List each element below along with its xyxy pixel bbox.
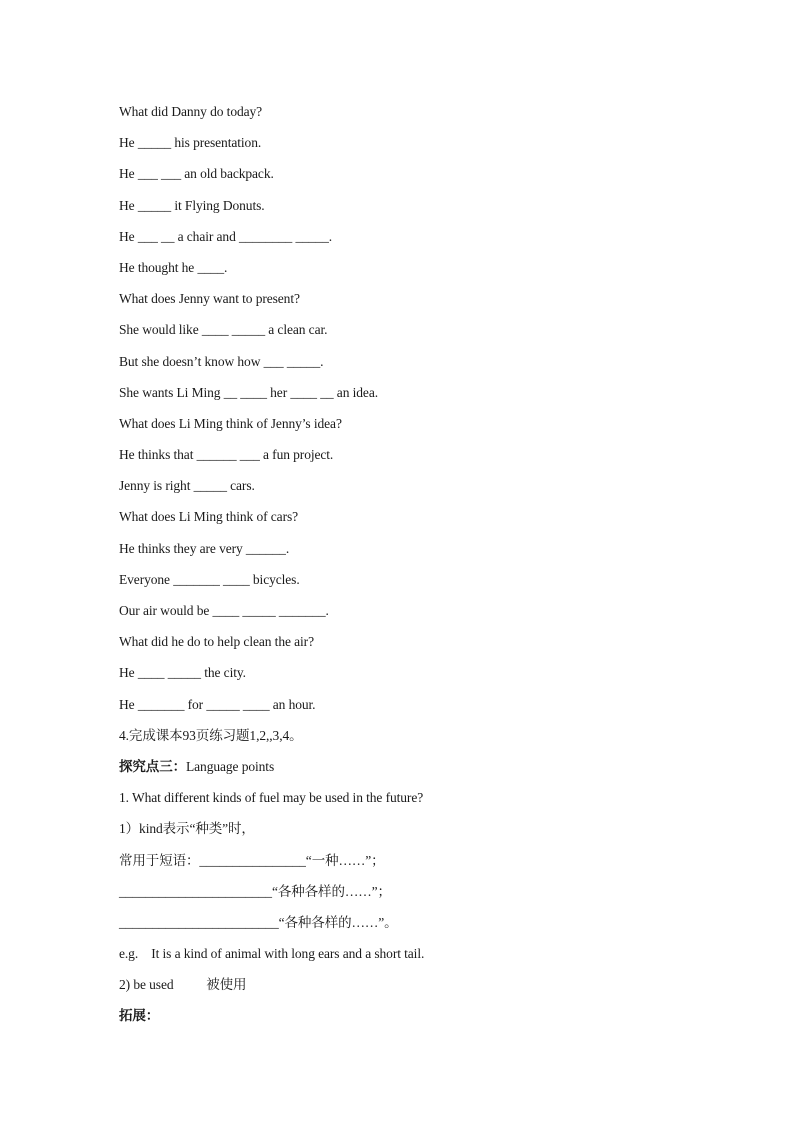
fill-blank-line: He ____ _____ the city. bbox=[119, 665, 246, 681]
exercise-instruction: 4.完成课本93页练习题1,2,,3,4。 bbox=[119, 727, 303, 743]
language-point-phrase: _______________________“各种各样的……”； bbox=[119, 883, 391, 899]
language-point-question: 1. What different kinds of fuel may be used in the future? bbox=[119, 790, 424, 806]
example-sentence: e.g. It is a kind of animal with long ears and a short tail. bbox=[119, 946, 425, 962]
fill-blank-line: He _____ his presentation. bbox=[119, 135, 262, 151]
worksheet-content bbox=[119, 103, 739, 1039]
question-line: What does Jenny want to present? bbox=[119, 291, 300, 307]
extension-heading bbox=[119, 1007, 739, 1038]
fill-blank-line: He ___ __ a chair and ________ _____. bbox=[119, 228, 333, 244]
question-line: What does Li Ming think of cars? bbox=[119, 509, 299, 525]
fill-blank-line: Jenny is right _____ cars. bbox=[119, 478, 255, 494]
fill-blank-line: She would like ____ _____ a clean car. bbox=[119, 322, 328, 338]
fill-blank-line: He _______ for _____ ____ an hour. bbox=[119, 696, 316, 712]
fill-blank-line: But she doesn’t know how ___ _____. bbox=[119, 353, 324, 369]
fill-blank-line: He thought he ____. bbox=[119, 259, 228, 275]
fill-blank-line: Our air would be ____ _____ _______. bbox=[119, 603, 329, 618]
language-point-phrase: ________________________“各种各样的……”。 bbox=[119, 914, 398, 930]
fill-blank-line: She wants Li Ming __ ____ her ____ __ an idea. bbox=[119, 384, 378, 400]
extension-label: 拓展： bbox=[119, 1008, 160, 1024]
language-point-phrase: 常用于短语：________________“一种……”； bbox=[119, 852, 385, 868]
question-line: What did Danny do today? bbox=[119, 104, 263, 119]
section-heading-label: 探究点三： bbox=[119, 758, 186, 774]
language-point-item: 1）kind表示“种类”时， bbox=[119, 821, 255, 837]
fill-blank-line: He thinks they are very ______. bbox=[119, 540, 290, 556]
question-line: What does Li Ming think of Jenny’s idea? bbox=[119, 415, 342, 431]
fill-blank-line: He _____ it Flying Donuts. bbox=[119, 197, 265, 213]
fill-blank-line: He ___ ___ an old backpack. bbox=[119, 166, 274, 182]
question-line: What did he do to help clean the air? bbox=[119, 634, 314, 650]
fill-blank-line: He thinks that ______ ___ a fun project. bbox=[119, 447, 334, 463]
section-heading-title: Language points bbox=[186, 758, 275, 774]
section-heading bbox=[119, 758, 739, 789]
fill-blank-line: Everyone _______ ____ bicycles. bbox=[119, 571, 300, 587]
language-point-item: 2) be used 被使用 bbox=[119, 977, 247, 993]
